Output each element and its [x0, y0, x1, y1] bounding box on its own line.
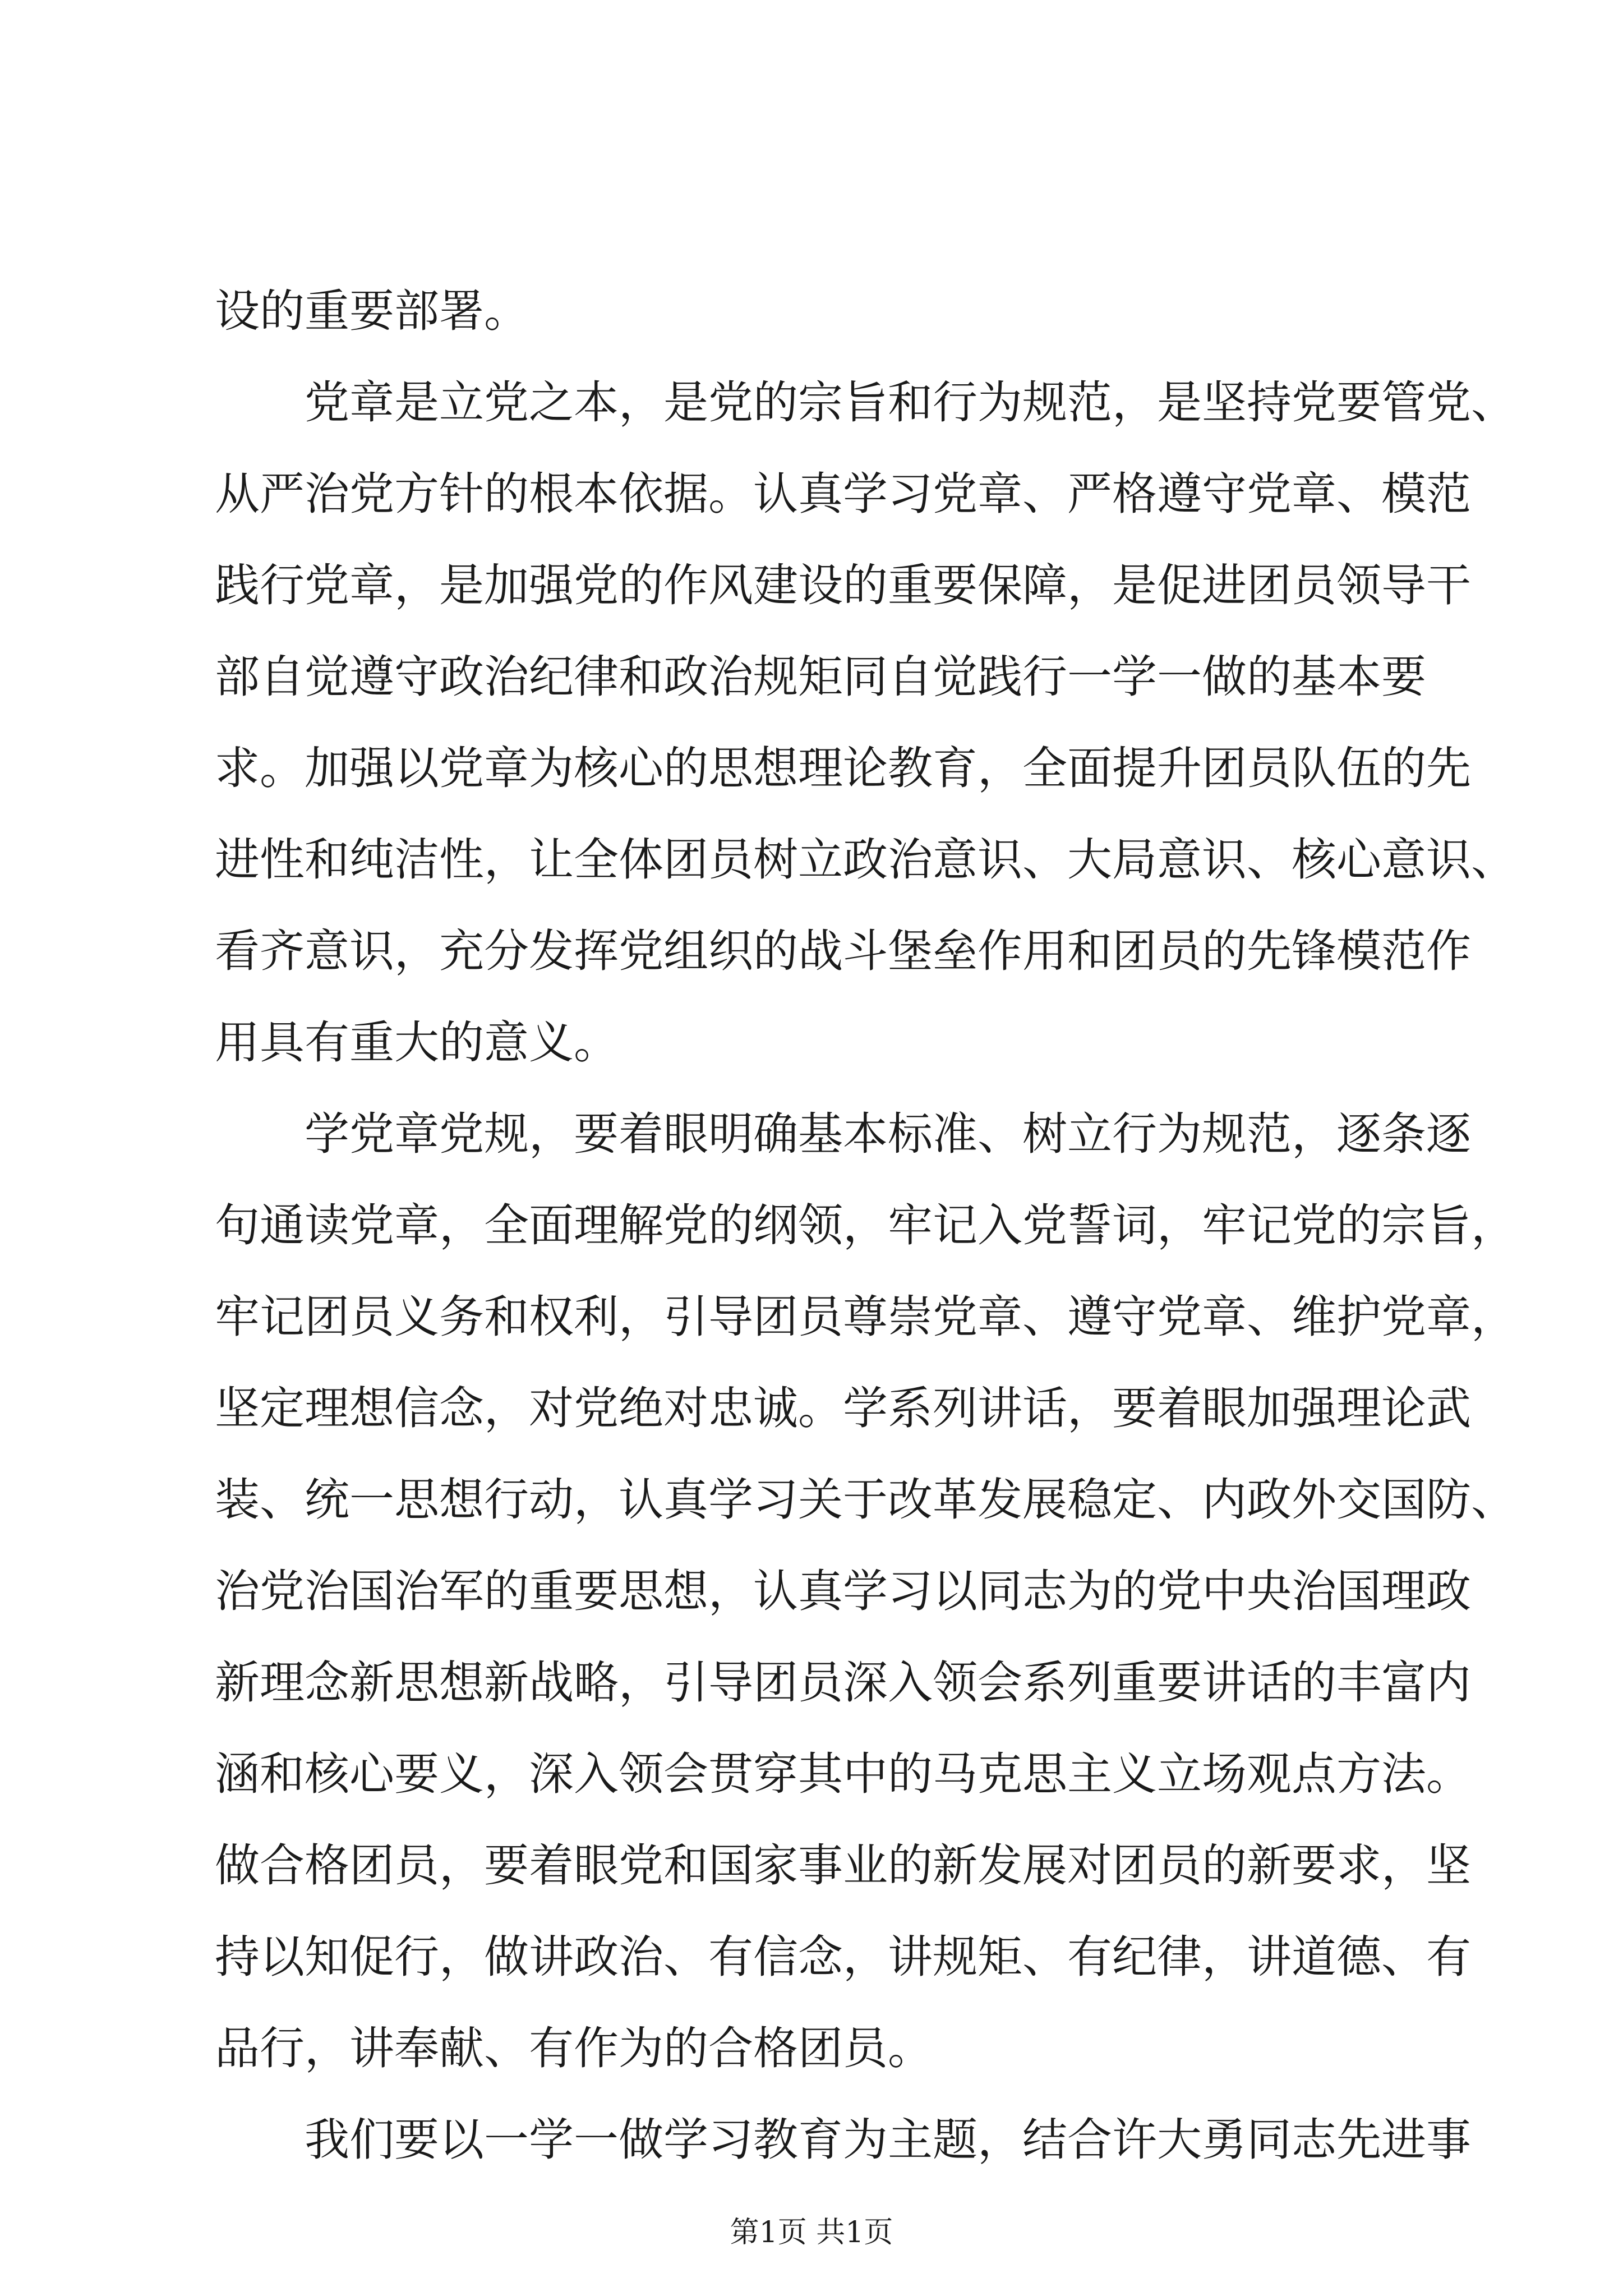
page-footer: 第1页 共1页	[730, 2216, 893, 2249]
text-line-16: 新理念新思想新战略，引导团员深入领会系列重要讲话的丰富内	[215, 1657, 1471, 1709]
text-line-19: 持以知促行，做讲政治、有信念，讲规矩、有纪律，讲道德、有	[215, 1931, 1471, 1983]
text-line-7: 进性和纯洁性，让全体团员树立政治意识、大局意识、核心意识、	[215, 834, 1516, 886]
text-line-8: 看齐意识，充分发挥党组织的战斗堡垒作用和团员的先锋模范作	[215, 925, 1471, 977]
text-line-12: 牢记团员义务和权利，引导团员尊崇党章、遵守党章、维护党章，	[215, 1291, 1516, 1343]
text-line-10: 学党章党规，要着眼明确基本标准、树立行为规范，逐条逐	[305, 1108, 1471, 1160]
text-line-20: 品行，讲奉献、有作为的合格团员。	[215, 2022, 933, 2074]
text-line-17: 涵和核心要义，深入领会贯穿其中的马克思主义立场观点方法。	[215, 1748, 1471, 1800]
text-line-15: 治党治国治军的重要思想，认真学习以同志为的党中央治国理政	[215, 1565, 1471, 1617]
text-line-6: 求。加强以党章为核心的思想理论教育，全面提升团员队伍的先	[215, 742, 1471, 794]
text-line-9: 用具有重大的意义。	[215, 1016, 619, 1069]
text-line-1: 设的重要部署。	[215, 285, 529, 337]
text-line-21: 我们要以一学一做学习教育为主题，结合许大勇同志先进事	[305, 2114, 1471, 2166]
text-line-18: 做合格团员，要着眼党和国家事业的新发展对团员的新要求，坚	[215, 1839, 1471, 1892]
text-line-13: 坚定理想信念，对党绝对忠诚。学系列讲话，要着眼加强理论武	[215, 1382, 1471, 1434]
text-line-11: 句通读党章，全面理解党的纲领，牢记入党誓词，牢记党的宗旨，	[215, 1199, 1516, 1251]
text-line-5: 部自觉遵守政治纪律和政治规矩同自觉践行一学一做的基本要	[215, 651, 1426, 703]
text-line-2: 党章是立党之本，是党的宗旨和行为规范，是坚持党要管党、	[305, 376, 1516, 429]
text-line-3: 从严治党方针的根本依据。认真学习党章、严格遵守党章、模范	[215, 468, 1471, 520]
text-line-4: 践行党章，是加强党的作风建设的重要保障，是促进团员领导干	[215, 559, 1471, 611]
text-line-14: 装、统一思想行动，认真学习关于改革发展稳定、内政外交国防、	[215, 1474, 1516, 1526]
